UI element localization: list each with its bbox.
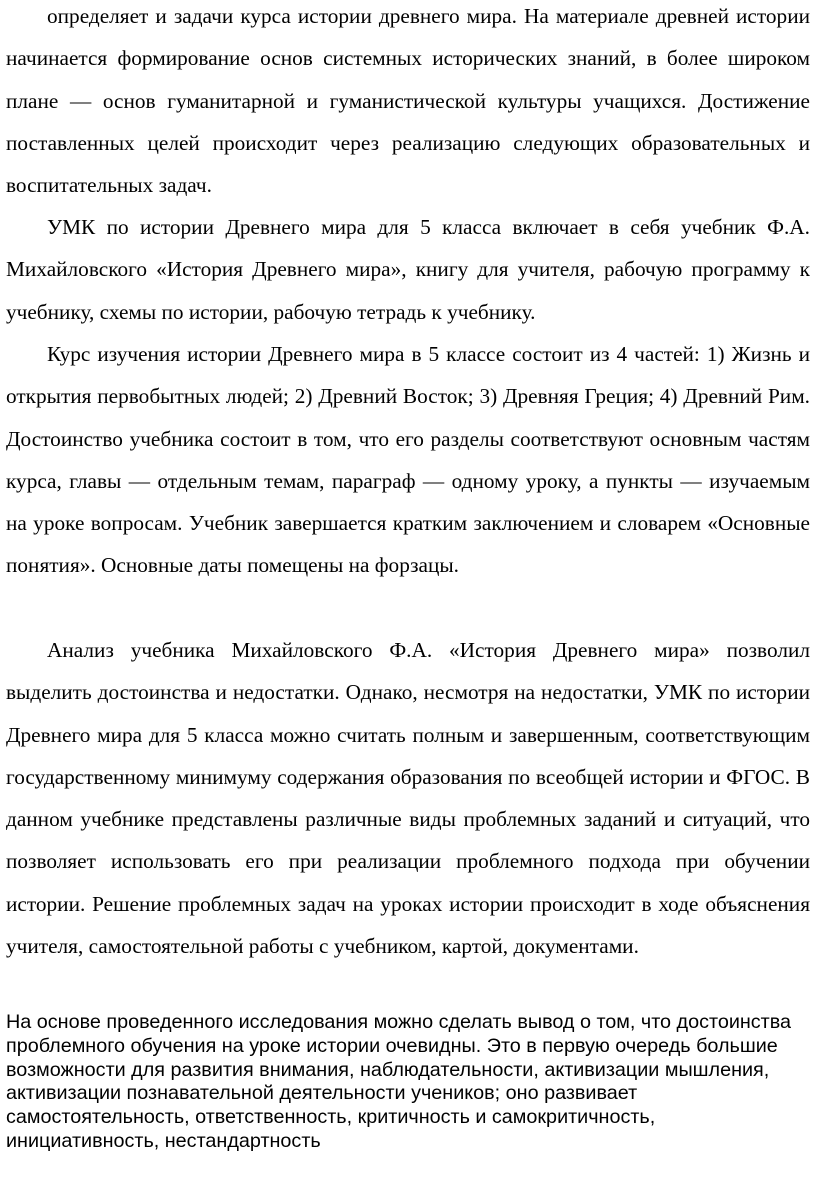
paragraph-course-structure: Курс изучения истории Древнего мира в 5 классе состоит из 4 частей: 1) Жизнь и открытия первобытных людей; 2) Древний Восток; 3) Древняя Греция; 4) Древний Рим. Достоинство учебника состоит в том, что его разделы соответствуют основным частям курса, главы — отдельным темам, параграф — одному уроку, а пункты — изучаемым на уроке вопросам. Учебник завершается кратким заключением и словарем «Основные понятия». Основные даты помещены на форзацы. [6, 342, 810, 578]
paragraph-umk-contents: УМК по истории Древнего мира для 5 класса включает в себя учебник Ф.А. Михайловского «История Древнего мира», книгу для учителя, рабочую программу к учебнику, схемы по истории, рабочую тетрадь к учебнику. [6, 215, 810, 324]
paragraph-textbook-analysis: Анализ учебника Михайловского Ф.А. «История Древнего мира» позволил выделить достоинства и недостатки. Однако, несмотря на недостатки, УМК по истории Древнего мира для 5 класса можно считать полным и завершенным, соответствующим государственному минимуму содержания образования по всеобщей истории и ФГОС. В данном учебнике представлены различные виды проблемных заданий и ситуаций, что позволяет использовать его при реализации проблемного подхода при обучении истории. Решение проблемных задач на уроках истории происходит в ходе объяснения учителя, самостоятельной работы с учебником, картой, документами. [6, 638, 810, 959]
paragraph-conclusion: На основе проведенного исследования можно сделать вывод о том, что достоинства проблемного обучения на уроке истории очевидны. Это в первую очередь большие возможности для развития внимания, наблюдательности, активизации мышления, активизации познавательной деятельности учеников; оно развивает самостоятельность, ответственность, критичность и самокритичность, инициативность, нестандартность [6, 1011, 792, 1152]
paragraph-course-goals: определяет и задачи курса истории древнего мира. На материале древней истории начинается формирование основ системных исторических знаний, в более широком плане — основ гуманитарной и гуманистической культуры учащихся. Достижение поставленных целей происходит через реализацию следующих образовательных и воспитательных задач. [6, 4, 810, 198]
